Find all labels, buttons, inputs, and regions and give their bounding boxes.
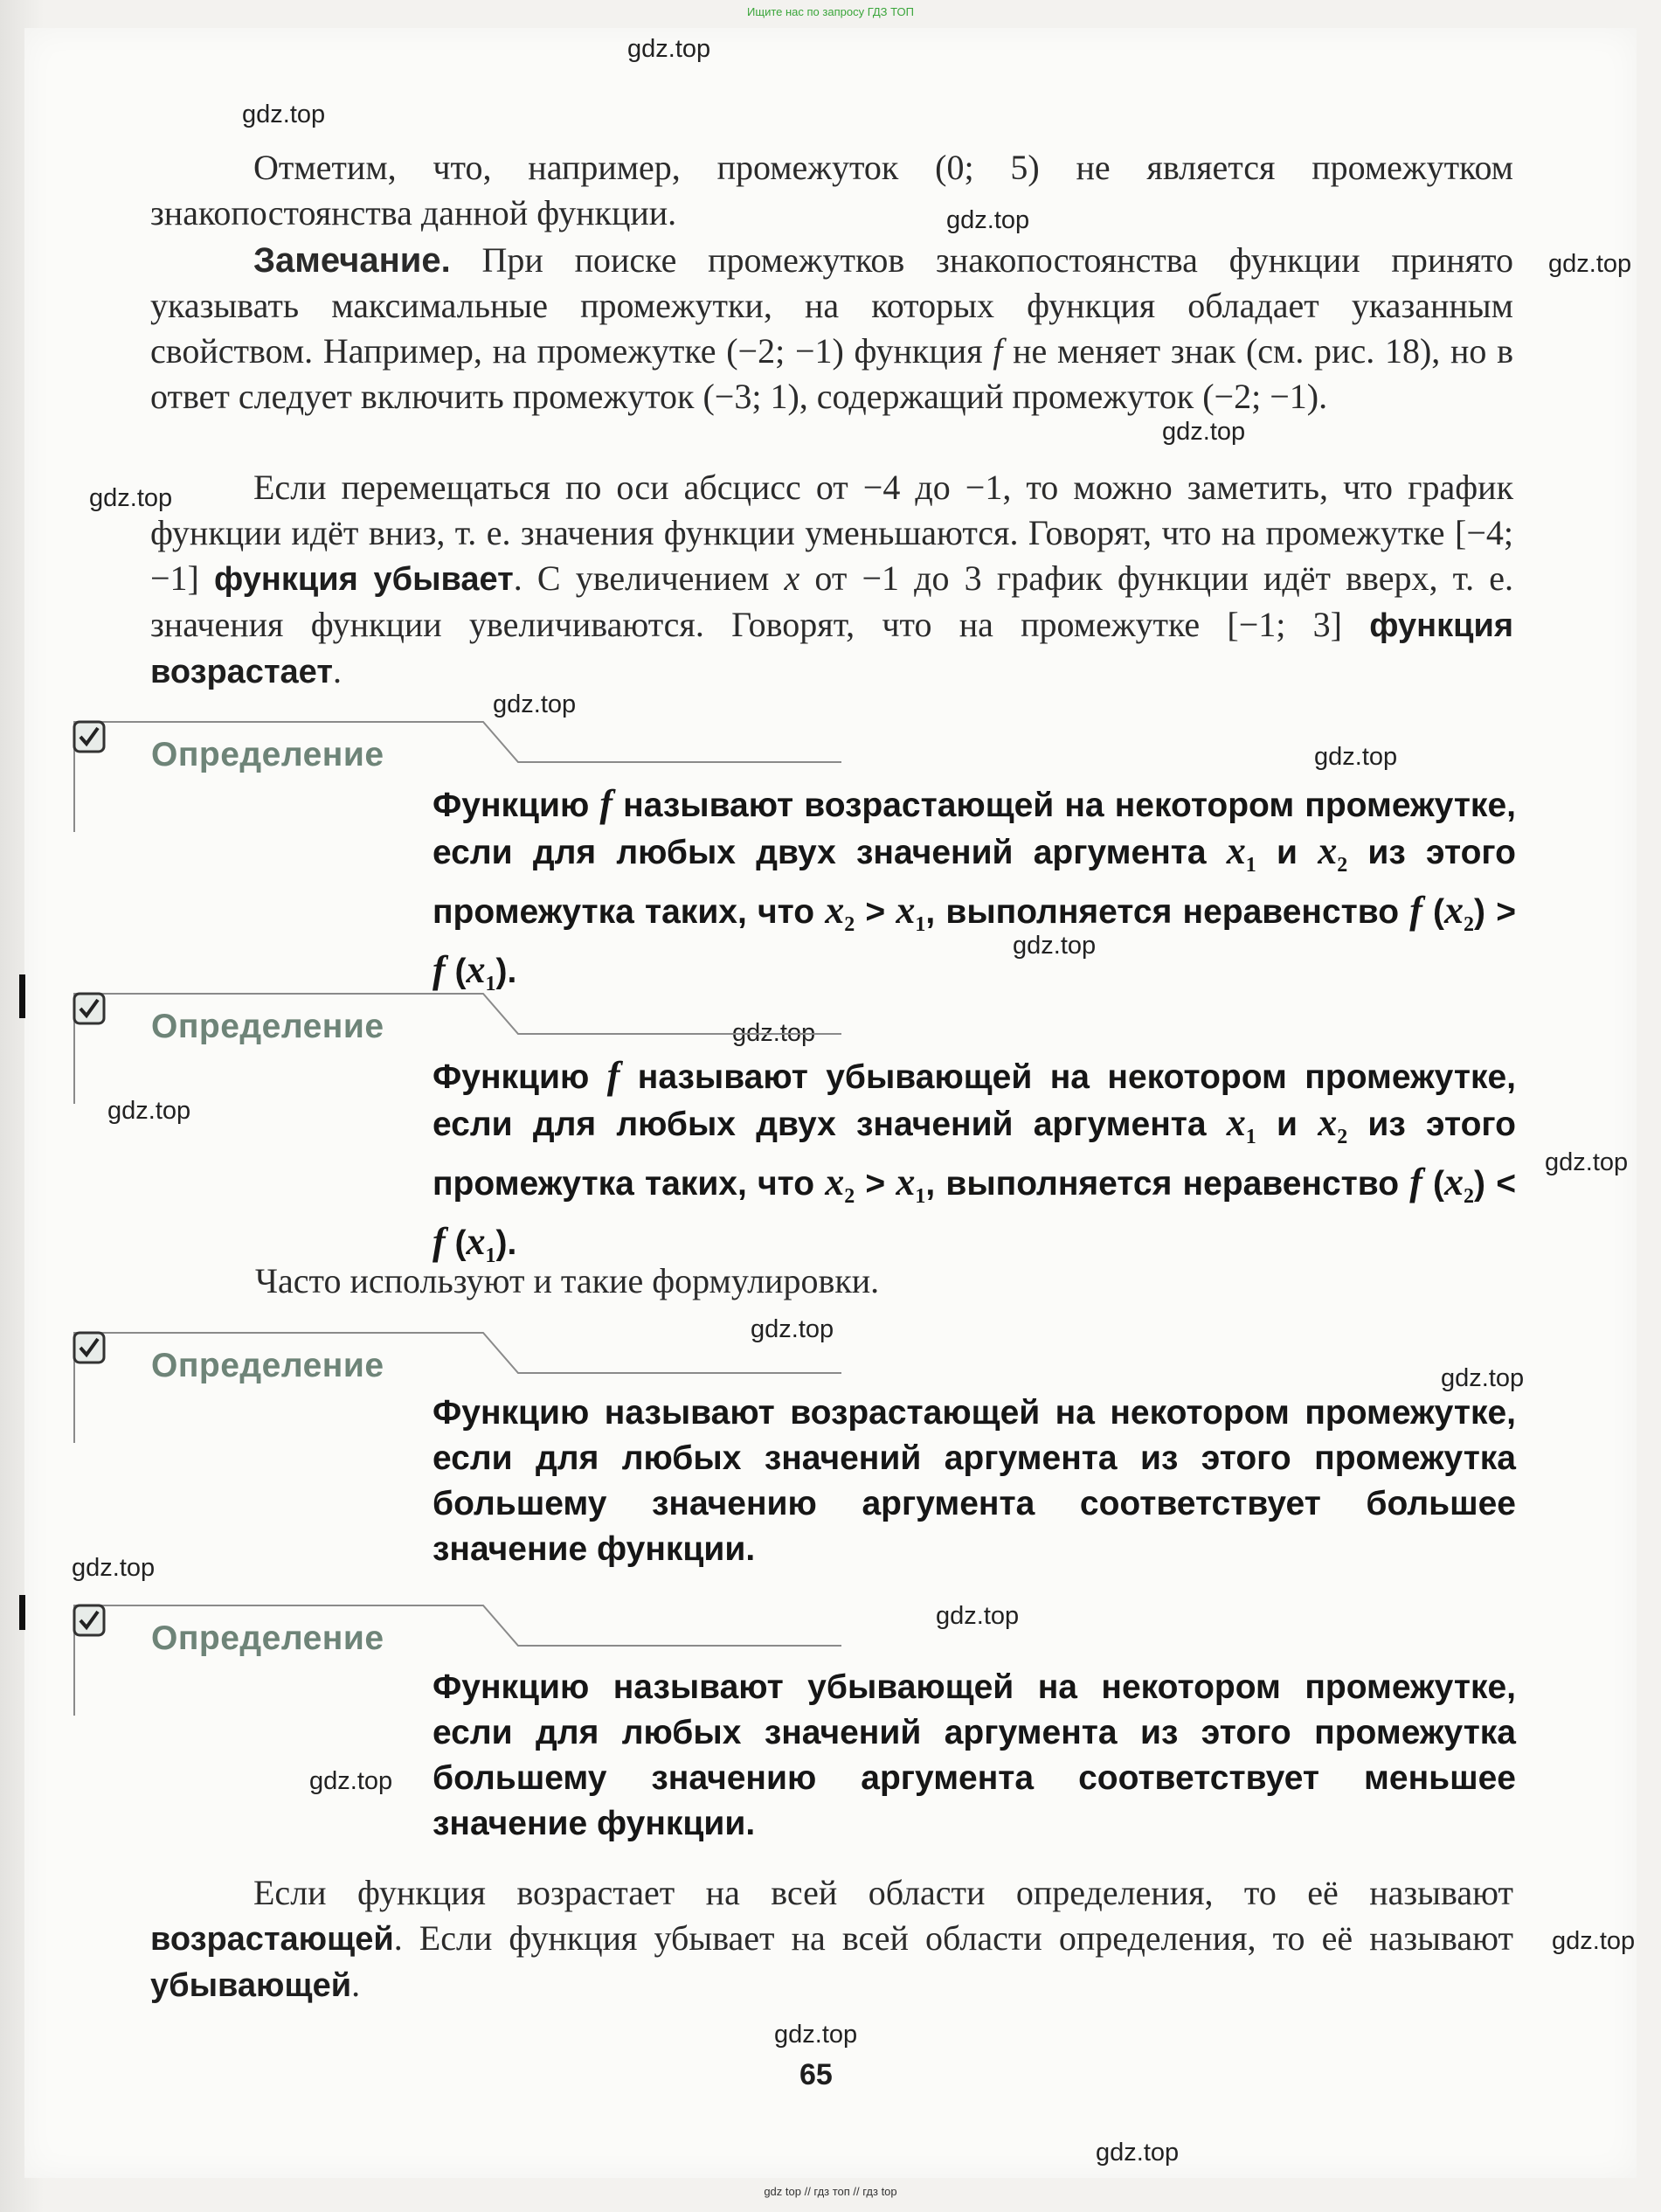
watermark: gdz.top [627,35,711,63]
paragraph-text: . Если функция убывает на всей области определения, то её называют [393,1918,1513,1958]
watermark: gdz.top [72,1554,156,1582]
checkbox-icon [73,1604,106,1637]
subscript: 1 [485,1244,496,1267]
function-symbol: f [993,331,1003,371]
variable-symbol: x [896,1160,916,1203]
definition-text [433,781,1516,1006]
paragraph [150,465,1513,695]
scan-mark [19,1595,25,1630]
variable-symbol: x [1318,1101,1338,1144]
def-text-part: и [1256,834,1318,871]
subscript: 1 [915,1184,926,1208]
def-text-part: и [1256,1106,1318,1143]
watermark: gdz.top [774,2021,858,2049]
def-text-part: ) > [1474,892,1516,931]
subscript: 2 [1337,853,1348,877]
operator: > [855,892,896,931]
def-text-part: , выполняется неравенство [925,892,1410,931]
definition-label: Определение [151,1619,384,1657]
watermark: gdz.top [732,1019,816,1047]
def-text-part: ( [1422,892,1445,931]
definition-label: Определение [151,1008,384,1045]
watermark: gdz.top [751,1315,834,1343]
checkbox-icon [73,720,106,753]
bottom-banner[interactable]: gdz top // гдз топ // гдз top [764,2185,897,2198]
function-symbol: f [606,1054,620,1097]
def-text-part: называют возрастающей на некотором промежутке, если для любых двух значений аргумента [433,787,1516,871]
variable-symbol: x [1226,1101,1246,1144]
page-number: 65 [799,2058,833,2091]
subscript: 1 [485,972,496,995]
watermark: gdz.top [1545,1148,1629,1176]
variable-symbol: x [825,888,845,932]
variable-symbol: x [1226,829,1246,872]
checkbox-icon [73,992,106,1025]
variable-symbol: x [1318,829,1338,872]
def-text-part: называют убывающей на некотором промежутке, если для любых двух значений аргумента [433,1058,1516,1143]
watermark: gdz.top [1548,250,1632,278]
watermark: gdz.top [1441,1364,1525,1392]
def-text-part: Функцию [433,1058,607,1096]
definition-text: Функцию называют убывающей на некотором промежутке, если для любых значений аргумента из этого промежутка большему значению аргумента соответствует меньшее значение функции. [433,1668,1516,1842]
variable-symbol: x [896,888,916,932]
def-text-part: из этого промежутка таких, что [433,1106,1516,1203]
watermark: gdz.top [309,1767,393,1795]
variable-symbol: x [1444,1160,1464,1203]
variable-symbol: x [825,1160,845,1203]
subscript: 1 [915,912,926,936]
subscript: 1 [1245,853,1256,877]
watermark: gdz.top [946,206,1030,234]
definition-label: Определение [151,736,384,773]
def-text-part: Функцию [433,787,600,824]
remark-paragraph [150,238,1513,420]
watermark: gdz.top [1096,2139,1180,2167]
watermark: gdz.top [936,1602,1020,1630]
subscript: 2 [1464,1184,1475,1208]
function-symbol: f [1409,888,1422,932]
paragraph-text: . С увеличением [513,558,785,598]
top-banner[interactable]: Ищите нас по запросу ГДЗ ТОП [747,5,914,18]
watermark: gdz.top [1314,743,1398,771]
def-text-part: ). [495,1224,517,1262]
def-text-part: из этого промежутка таких, что [433,834,1516,931]
variable-symbol: x [466,947,486,991]
subscript: 2 [1337,1125,1348,1148]
operator: > [855,1164,896,1203]
paragraph: Часто используют и такие формулировки. [255,1261,880,1300]
paragraph-text: от −1 до 3 график функции идёт вверх, т. е. значения функции увеличиваются. Говорят, что на промежутке [−1; 3] [150,558,1513,644]
paragraph-text: . [351,1965,361,2004]
watermark: gdz.top [1552,1927,1636,1955]
subscript: 2 [844,912,855,936]
paragraph-text: . [332,651,342,690]
paragraph-text: Отметим, что, например, промежуток (0; 5) не является промежутком знакопостоянства данной функции. [150,148,1513,232]
function-symbol: f [599,782,613,825]
def-text-part: ) < [1474,1164,1516,1203]
watermark: gdz.top [1013,932,1097,960]
definition-label: Определение [151,1347,384,1384]
def-text-part: ( [445,1224,467,1262]
def-text-part: ( [445,952,467,990]
subscript: 2 [844,1184,855,1208]
variable-symbol: x [1444,888,1464,932]
subscript: 2 [1464,912,1475,936]
paragraph-text: При поиске промежутков знакопостоянства функции принято указывать максимальные промежутки, на которых функция обладает указанным свойством. Например, на промежутке (−2; −1) функция [150,240,1513,371]
watermark: gdz.top [107,1097,191,1125]
def-text-part: , выполняется неравенство [925,1164,1410,1203]
definition-text [433,1053,1516,1278]
term-increasing: функция возрастает [150,607,1513,690]
watermark: gdz.top [89,484,173,512]
remark-label: Замечание. [253,241,451,280]
variable-symbol: x [466,1219,486,1263]
function-symbol: f [1409,1160,1422,1203]
watermark: gdz.top [1162,418,1246,446]
paragraph-text: Если перемещаться по оси абсцисс от −4 до −1, то можно заметить, что график функции идёт вниз, т. е. значения функции уменьшаются. Говорят, что на промежутке [−4; −1] [150,468,1513,598]
watermark: gdz.top [493,690,577,718]
paragraph-text: Если функция возрастает на всей области определения, то её называют [253,1873,1513,1912]
function-symbol: f [433,947,446,991]
definition-text: Функцию называют возрастающей на некотором промежутке, если для любых значений аргумента из этого промежутка большему значению аргумента соответствует большее значение функции. [433,1394,1516,1568]
function-symbol: f [433,1219,446,1263]
term-decreasing: функция убывает [214,561,514,598]
checkbox-icon [73,1331,106,1364]
def-text-part: ). [495,952,517,990]
variable-symbol: x [784,558,800,598]
watermark: gdz.top [242,101,326,128]
term-decreasing: убывающей [150,1967,352,2004]
paragraph [150,1870,1513,2008]
paragraph [150,145,1513,236]
term-increasing: возрастающей [150,1921,394,1958]
subscript: 1 [1245,1125,1256,1148]
scan-mark [19,974,25,1018]
paragraph-text: не меняет знак (см. рис. 18), но в ответ следует включить промежуток (−3; 1), содержащий промежуток (−2; −1). [150,331,1514,416]
def-text-part: ( [1422,1164,1445,1203]
